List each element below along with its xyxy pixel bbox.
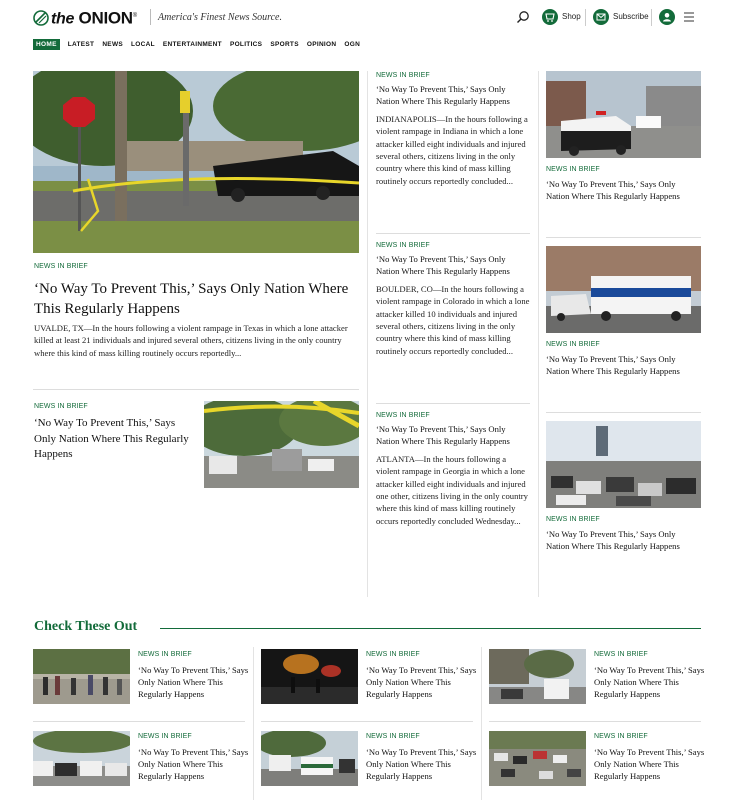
- shop-link[interactable]: Shop: [562, 12, 581, 21]
- street-photo-illustration: [489, 649, 586, 704]
- check-item-3-kicker[interactable]: NEWS IN BRIEF: [594, 651, 648, 658]
- header-divider: [585, 9, 586, 26]
- mail-icon: [593, 9, 609, 25]
- column-divider: [253, 647, 254, 800]
- divider: [376, 403, 530, 404]
- right-article-3-image[interactable]: [546, 421, 701, 508]
- middle-article-1[interactable]: [376, 72, 531, 187]
- right-article-1-headline[interactable]: ‘No Way To Prevent This,’ Says Only Nation Where This Regularly Happens: [546, 179, 680, 202]
- divider: [546, 412, 701, 413]
- logo-onion: ONION: [78, 8, 133, 28]
- divider: [33, 389, 359, 390]
- shop-cart-icon[interactable]: [542, 9, 558, 25]
- middle-article-3[interactable]: [376, 412, 531, 527]
- column-divider: [481, 647, 482, 800]
- right-article-3-kicker[interactable]: NEWS IN BRIEF: [546, 516, 600, 523]
- nav-latest[interactable]: LATEST: [67, 41, 95, 48]
- nav-news[interactable]: NEWS: [102, 41, 124, 48]
- check-item-2-kicker[interactable]: NEWS IN BRIEF: [366, 651, 420, 658]
- secondary-photo-illustration: [204, 401, 359, 488]
- article-headline[interactable]: ‘No Way To Prevent This,’ Says Only Nation Where This Regularly Happens: [376, 424, 510, 447]
- nav-home[interactable]: HOME: [33, 39, 60, 50]
- suv-photo-illustration: [261, 731, 358, 786]
- article-description: ATLANTA—In the hours following a violent rampage in Georgia in which a lone attacker killed eight individuals and injured one other, citizens living in the only country where this kind of mass killing routinely occurs reportedly concluded Wednesday...: [376, 453, 528, 526]
- hero-photo-illustration: [33, 71, 359, 253]
- police-car-photo-illustration: [546, 71, 701, 158]
- right-article-2-kicker[interactable]: NEWS IN BRIEF: [546, 341, 600, 348]
- right-article-1-kicker[interactable]: NEWS IN BRIEF: [546, 166, 600, 173]
- nav-opinion[interactable]: OPINION: [306, 41, 337, 48]
- hero-description: UVALDE, TX—In the hours following a violent rampage in Texas in which a lone attacker killed at least 21 individuals and injured several others, citizens living in the only country where this kind of mass killing routinely occurs reportedly...: [34, 323, 348, 358]
- nav-local[interactable]: LOCAL: [131, 41, 155, 48]
- check-item-4-image[interactable]: [33, 731, 130, 786]
- divider: [546, 237, 701, 238]
- article-headline[interactable]: ‘No Way To Prevent This,’ Says Only Nation Where This Regularly Happens: [376, 84, 510, 107]
- tagline-divider: [150, 9, 151, 25]
- divider: [261, 721, 473, 722]
- site-header: [0, 0, 730, 36]
- tagline: America's Finest News Source.: [158, 12, 282, 23]
- right-article-3-headline[interactable]: ‘No Way To Prevent This,’ Says Only Nation Where This Regularly Happens: [546, 529, 680, 552]
- user-icon: [659, 9, 675, 25]
- police-van-photo-illustration: [546, 246, 701, 333]
- check-item-6-headline[interactable]: ‘No Way To Prevent This,’ Says Only Nation Where This Regularly Happens: [594, 747, 705, 781]
- onion-logo-icon: [33, 10, 49, 26]
- section-heading: Check These Out: [34, 619, 138, 634]
- main-nav: [33, 39, 368, 50]
- police-lineup-photo-illustration: [33, 731, 130, 786]
- secondary-kicker[interactable]: NEWS IN BRIEF: [34, 403, 88, 410]
- hero-image[interactable]: [33, 71, 359, 253]
- nav-politics[interactable]: POLITICS: [229, 41, 263, 48]
- check-item-6-image[interactable]: [489, 731, 586, 786]
- subscribe-mail-icon[interactable]: [593, 9, 609, 25]
- hero-kicker[interactable]: NEWS IN BRIEF: [34, 263, 88, 270]
- article-headline[interactable]: ‘No Way To Prevent This,’ Says Only Nation Where This Regularly Happens: [376, 254, 510, 277]
- check-item-5-headline[interactable]: ‘No Way To Prevent This,’ Says Only Nation Where This Regularly Happens: [366, 747, 477, 781]
- check-item-2-image[interactable]: [261, 649, 358, 704]
- nav-entertainment[interactable]: ENTERTAINMENT: [162, 41, 222, 48]
- site-logo[interactable]: [33, 7, 137, 29]
- account-avatar[interactable]: [659, 9, 675, 25]
- article-kicker[interactable]: NEWS IN BRIEF: [376, 72, 430, 79]
- crowd-photo-illustration: [33, 649, 130, 704]
- parking-lot-photo-illustration: [546, 421, 701, 508]
- hamburger-menu-icon[interactable]: [683, 11, 695, 23]
- check-item-1-image[interactable]: [33, 649, 130, 704]
- cart-icon: [542, 9, 558, 25]
- check-item-1-kicker[interactable]: NEWS IN BRIEF: [138, 651, 192, 658]
- divider: [376, 233, 530, 234]
- column-divider: [367, 71, 368, 597]
- divider: [33, 721, 245, 722]
- right-article-2-image[interactable]: [546, 246, 701, 333]
- article-kicker[interactable]: NEWS IN BRIEF: [376, 242, 430, 249]
- secondary-image[interactable]: [204, 401, 359, 488]
- search-icon[interactable]: [516, 10, 530, 24]
- right-article-2-headline[interactable]: ‘No Way To Prevent This,’ Says Only Nation Where This Regularly Happens: [546, 354, 680, 377]
- section-rule: [160, 628, 701, 629]
- article-kicker[interactable]: NEWS IN BRIEF: [376, 412, 430, 419]
- article-description: INDIANAPOLIS—In the hours following a violent rampage in Indiana in which a lone attacker killed eight individuals and injured several others, citizens living in the only country where this kind of mass killing routinely occurs reportedly concluded...: [376, 113, 528, 186]
- aerial-scene-photo-illustration: [489, 731, 586, 786]
- article-description: BOULDER, CO—In the hours following a violent rampage in Colorado in which a lone attacker killed 10 individuals and injured several others, citizens living in the only country where this kind of mass killing routinely occurs reportedly concluded...: [376, 283, 530, 356]
- night-scene-photo-illustration: [261, 649, 358, 704]
- check-item-5-image[interactable]: [261, 731, 358, 786]
- nav-sports[interactable]: SPORTS: [270, 41, 299, 48]
- hero-headline[interactable]: ‘No Way To Prevent This,’ Says Only Nation Where This Regularly Happens: [34, 281, 349, 317]
- check-item-5-kicker[interactable]: NEWS IN BRIEF: [366, 733, 420, 740]
- check-item-4-headline[interactable]: ‘No Way To Prevent This,’ Says Only Nation Where This Regularly Happens: [138, 747, 249, 781]
- logo-the: the: [51, 10, 75, 28]
- check-item-4-kicker[interactable]: NEWS IN BRIEF: [138, 733, 192, 740]
- divider: [489, 721, 701, 722]
- check-item-2-headline[interactable]: ‘No Way To Prevent This,’ Says Only Nation Where This Regularly Happens: [366, 665, 477, 699]
- check-item-6-kicker[interactable]: NEWS IN BRIEF: [594, 733, 648, 740]
- middle-article-2[interactable]: [376, 242, 531, 357]
- check-item-3-image[interactable]: [489, 649, 586, 704]
- header-divider: [651, 9, 652, 26]
- nav-ogn[interactable]: OGN: [344, 41, 361, 48]
- logo-registered: ®: [132, 13, 137, 19]
- column-divider: [538, 71, 539, 597]
- check-item-1-headline[interactable]: ‘No Way To Prevent This,’ Says Only Nation Where This Regularly Happens: [138, 665, 249, 699]
- check-item-3-headline[interactable]: ‘No Way To Prevent This,’ Says Only Nation Where This Regularly Happens: [594, 665, 705, 699]
- subscribe-link[interactable]: Subscribe: [613, 12, 649, 21]
- right-article-1-image[interactable]: [546, 71, 701, 158]
- secondary-headline[interactable]: ‘No Way To Prevent This,’ Says Only Nation Where This Regularly Happens: [34, 417, 189, 460]
